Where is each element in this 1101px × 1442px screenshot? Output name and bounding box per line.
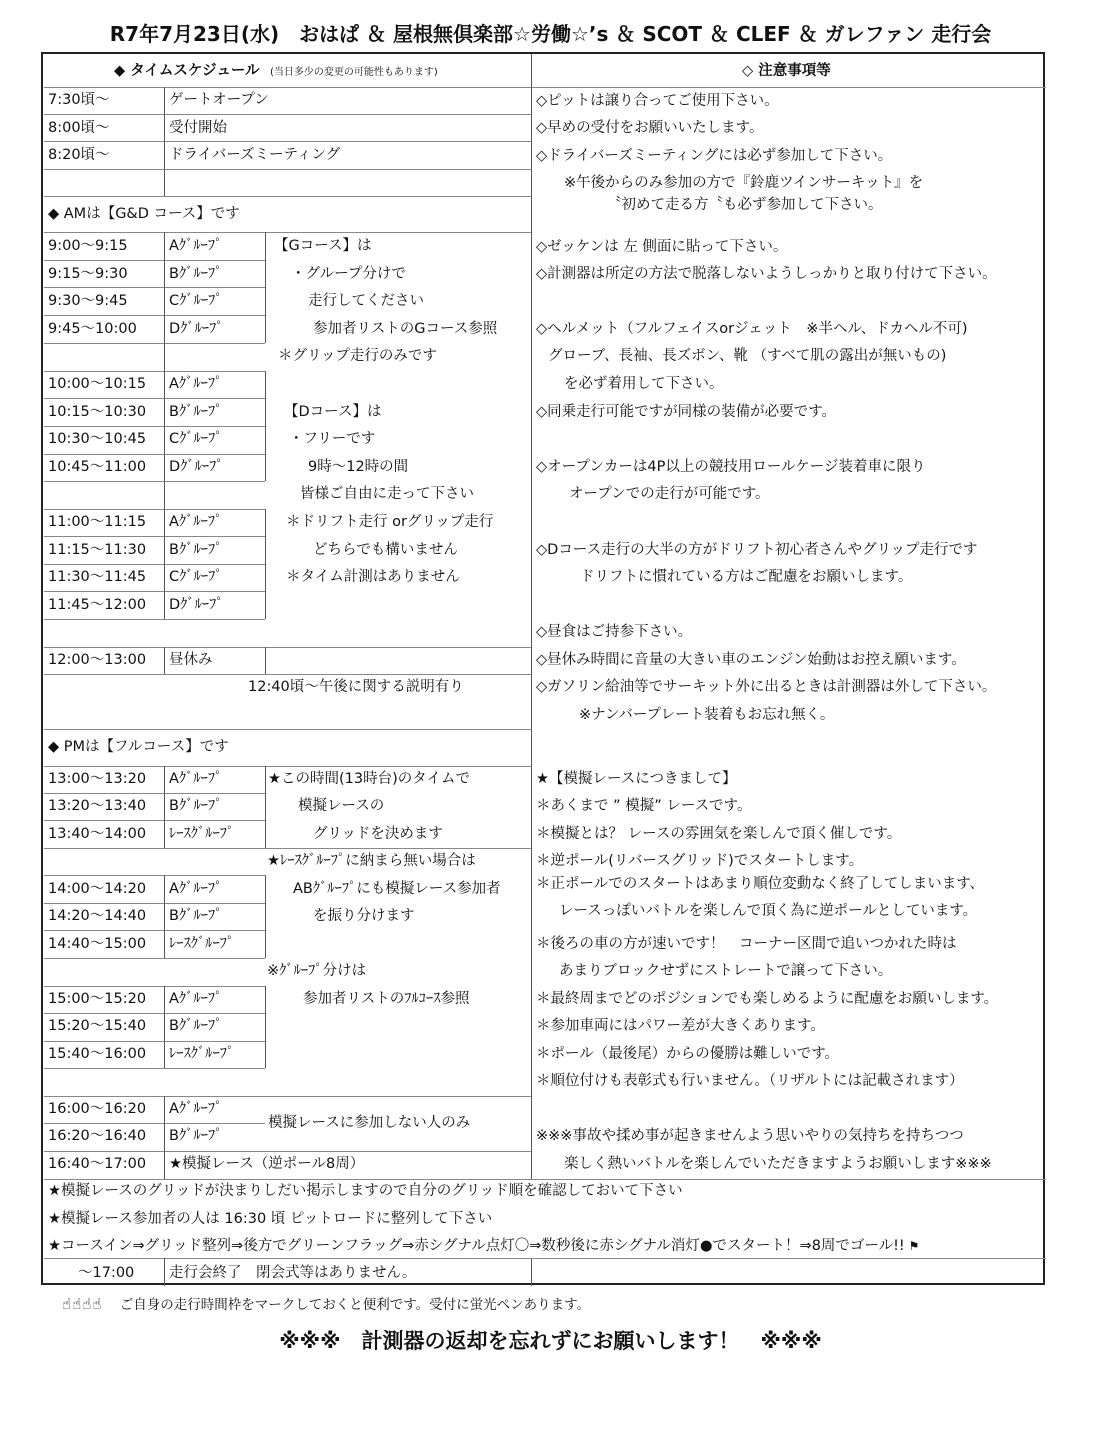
time-cell: 11:00～11:15 xyxy=(48,514,147,530)
group-cell: ﾚｰｽｸﾞﾙｰﾌﾟ xyxy=(169,826,235,842)
row-divider xyxy=(44,315,265,316)
row-divider xyxy=(44,141,531,142)
pm-course-note: ★この時間(13時台)のタイムで xyxy=(268,771,470,787)
notice-line: ＊模擬とは？ レースの雰囲気を楽しんで頂く催しです。 xyxy=(536,826,902,842)
group-cell: Cｸﾞﾙｰﾌﾟ xyxy=(169,293,223,309)
row-divider xyxy=(44,1151,531,1152)
notice-line: ◇ガソリン給油等でサーキット外に出るときは計測器は外して下さい。 xyxy=(536,679,997,695)
row-divider xyxy=(44,986,265,987)
pm-course-note: ★ﾚｰｽｸﾞﾙｰﾌﾟに納まら無い場合は xyxy=(267,853,476,869)
row-divider xyxy=(44,1123,265,1124)
row-divider xyxy=(44,1068,265,1069)
pointing-hand-icon: ☝☝☝☝ xyxy=(62,1295,103,1313)
schedule-header-note: (当日多少の変更の可能性もあります) xyxy=(270,67,438,78)
row-divider xyxy=(44,766,531,767)
notice-line: ◇昼食はご持参下さい。 xyxy=(536,624,693,640)
row-divider xyxy=(44,1179,1046,1180)
time-cell: 11:45～12:00 xyxy=(48,597,147,613)
notice-line: 楽しく熱いバトルを楽しんでいただきますようお願いします※※※ xyxy=(564,1156,992,1172)
g-course-note: 参加者リストのGコース参照 xyxy=(313,321,498,337)
notice-line: を必ず着用して下さい。 xyxy=(564,376,724,392)
row-divider xyxy=(44,848,531,849)
row-divider xyxy=(44,958,265,959)
column-divider xyxy=(531,1258,532,1286)
column-divider xyxy=(265,232,266,343)
d-course-note: ・フリーです xyxy=(289,431,376,447)
group-cell: ﾚｰｽｸﾞﾙｰﾌﾟ xyxy=(169,936,235,952)
pm-course-note: ABｸﾞﾙｰﾌﾟにも模擬レース参加者 xyxy=(293,881,501,897)
event-cell: 走行会終了 閉会式等はありません。 xyxy=(169,1265,417,1281)
notice-line: ＊順位付けも表彰式も行いません。（リザルトには記載されます） xyxy=(536,1073,964,1089)
notice-line: あまりブロックせずにストレートで譲って下さい。 xyxy=(559,963,893,979)
schedule-header: ◆ タイムスケジュール xyxy=(114,63,260,79)
notice-line: ◇同乗走行可能ですが同様の装備が必要です。 xyxy=(536,404,836,420)
time-cell: 10:30～10:45 xyxy=(48,431,147,447)
row-divider xyxy=(44,619,265,620)
group-cell: Bｸﾞﾙｰﾌﾟ xyxy=(169,266,223,282)
time-cell: 14:20～14:40 xyxy=(48,908,147,924)
row-divider xyxy=(44,371,265,372)
pm-course-note: 模擬レースの xyxy=(298,798,385,814)
row-divider xyxy=(44,509,265,510)
group-cell: Bｸﾞﾙｰﾌﾟ xyxy=(169,1018,223,1034)
am-heading: ◆ AMは【G&D コース】です xyxy=(48,206,240,222)
row-divider xyxy=(44,1258,1046,1259)
row-divider xyxy=(44,260,265,261)
column-divider xyxy=(265,509,266,619)
notice-line: ※午後からのみ参加の方で『鈴鹿ツインサーキット』を xyxy=(564,175,924,191)
row-divider xyxy=(44,287,265,288)
group-cell: Dｸﾞﾙｰﾌﾟ xyxy=(169,459,224,475)
time-cell: 12:00～13:00 xyxy=(48,652,147,668)
time-cell: 14:40～15:00 xyxy=(48,936,147,952)
notes-header: ◇ 注意事項等 xyxy=(742,63,831,79)
row-divider xyxy=(44,536,265,537)
d-course-note: 9時～12時の間 xyxy=(308,459,409,475)
notice-line: ＊正ポールでのスタートはあまり順位変動なく終了してしまいます、 xyxy=(536,876,985,892)
return-reminder: ※※※ 計測器の返却を忘れずにお願いします！ ※※※ xyxy=(279,1329,822,1353)
notice-line: ※※※事故や揉め事が起きませんよう思いやりの気持ちを持ちつつ xyxy=(536,1128,964,1144)
group-cell: Aｸﾞﾙｰﾌﾟ xyxy=(169,991,223,1007)
notice-line: ＊参加車両にはパワー差が大きくあります。 xyxy=(536,1018,825,1034)
notice-line: ★【模擬レースにつきまして】 xyxy=(536,771,737,787)
time-cell: 13:40～14:00 xyxy=(48,826,147,842)
column-divider xyxy=(265,647,266,674)
non-race-note: 模擬レースに参加しない人のみ xyxy=(268,1115,471,1131)
row-divider xyxy=(44,903,265,904)
column-divider xyxy=(265,875,266,958)
row-divider xyxy=(44,591,265,592)
row-divider xyxy=(44,674,531,675)
column-divider xyxy=(164,1258,165,1286)
column-divider xyxy=(531,54,532,1179)
column-divider xyxy=(164,875,165,958)
row-divider xyxy=(44,564,265,565)
notice-line: オープンでの走行が可能です。 xyxy=(569,486,770,502)
row-divider xyxy=(44,1013,265,1014)
notice-line: ◇オープンカーは4P以上の競技用ロールケージ装着車に限り xyxy=(536,459,926,475)
time-cell: 11:15～11:30 xyxy=(48,542,147,558)
row-divider xyxy=(44,729,531,730)
group-cell: Aｸﾞﾙｰﾌﾟ xyxy=(169,514,223,530)
group-cell: Aｸﾞﾙｰﾌﾟ xyxy=(169,238,223,254)
time-cell: 15:40～16:00 xyxy=(48,1046,147,1062)
time-cell: 16:40～17:00 xyxy=(48,1156,147,1172)
d-course-note: 【Dコース】は xyxy=(284,404,382,420)
group-cell: Aｸﾞﾙｰﾌﾟ xyxy=(169,881,223,897)
notice-line: ＊ポール（最後尾）からの優勝は難しいです。 xyxy=(536,1046,840,1062)
time-cell: 9:15～9:30 xyxy=(48,266,128,282)
column-divider xyxy=(164,87,165,196)
row-divider xyxy=(44,875,265,876)
notice-line: ＊最終周までどのポジションでも楽しめるように配慮をお願いします。 xyxy=(536,991,999,1007)
notice-line: ◇ピットは譲り合ってご使用下さい。 xyxy=(536,93,779,109)
pm-heading: ◆ PMは【フルコース】です xyxy=(48,739,229,755)
group-cell: Bｸﾞﾙｰﾌﾟ xyxy=(169,798,223,814)
notice-line: ＊あくまで ” 模擬” レースです。 xyxy=(536,798,752,814)
time-cell: 9:30～9:45 xyxy=(48,293,128,309)
row-divider xyxy=(44,232,531,233)
race-note: ★コースイン⇒グリッド整列⇒後方でグリーンフラッグ⇒赤シグナル点灯〇⇒数秒後に赤シグナル消灯●でスタート！⇒8周でゴール!! ⚑ xyxy=(48,1238,920,1254)
row-divider xyxy=(44,426,265,427)
group-cell: ﾚｰｽｸﾞﾙｰﾌﾟ xyxy=(169,1046,235,1062)
time-cell: 15:20～15:40 xyxy=(48,1018,147,1034)
g-course-note: 【Gコース】は xyxy=(274,238,372,254)
race-note: ★模擬レースのグリッドが決まりしだい掲示しますので自分のグリッド順を確認しておいて下さい xyxy=(48,1183,683,1199)
footnote xyxy=(62,1293,590,1313)
row-divider xyxy=(44,647,531,648)
g-course-note: ・グループ分けで xyxy=(291,266,406,282)
row-divider xyxy=(44,196,531,197)
d-course-note: ＊ドリフト走行 orグリップ走行 xyxy=(286,514,494,530)
notice-line: ◇ゼッケンは 左 側面に貼って下さい。 xyxy=(536,239,788,255)
time-cell: 16:00～16:20 xyxy=(48,1101,147,1117)
group-cell: Cｸﾞﾙｰﾌﾟ xyxy=(169,431,223,447)
d-course-note: どちらでも構いません xyxy=(313,542,458,558)
group-cell: Aｸﾞﾙｰﾌﾟ xyxy=(169,771,223,787)
group-cell: Cｸﾞﾙｰﾌﾟ xyxy=(169,569,223,585)
row-divider xyxy=(44,114,531,115)
time-cell: 11:30～11:45 xyxy=(48,569,147,585)
group-cell: Aｸﾞﾙｰﾌﾟ xyxy=(169,1101,223,1117)
page-title: R7年7月23日(水) おはぱ ＆ 屋根無倶楽部☆労働☆’s ＆ SCOT ＆ CLEF ＆ ガレファン 走行会 xyxy=(109,22,992,46)
time-cell: 16:20～16:40 xyxy=(48,1128,147,1144)
row-divider xyxy=(44,481,265,482)
row-divider xyxy=(44,343,265,344)
notice-line: ドリフトに慣れている方はご配慮をお願いします。 xyxy=(580,569,913,585)
notice-line: グローブ、長袖、長ズボン、靴 （すべて肌の露出が無いもの) xyxy=(548,348,947,364)
notice-line: ◇ヘルメット（フルフェイスorジェット ※半ヘル、ドカヘル不可) xyxy=(536,321,968,337)
race-note: ★模擬レース参加者の人は 16:30 頃 ピットロードに整列して下さい xyxy=(48,1211,493,1227)
column-divider xyxy=(164,232,165,619)
column-divider xyxy=(164,986,165,1068)
time-cell: 10:00～10:15 xyxy=(48,376,147,392)
notice-line: 〝初めて走る方〝も必ず参加して下さい。 xyxy=(607,197,883,213)
event-cell: ゲートオープン xyxy=(169,92,269,108)
column-divider xyxy=(265,766,266,848)
notice-line: レースっぽいバトルを楽しんで頂く為に逆ポールとしています。 xyxy=(559,903,978,919)
column-divider xyxy=(265,986,266,1068)
row-divider xyxy=(44,930,265,931)
row-divider xyxy=(44,793,265,794)
time-cell: 10:45～11:00 xyxy=(48,459,147,475)
time-cell: 7:30頃～ xyxy=(48,92,110,108)
pm-course-note: グリッドを決めます xyxy=(313,826,443,842)
time-cell: 8:20頃～ xyxy=(48,147,110,163)
lunch-note: 12:40頃～午後に関する説明有り xyxy=(248,679,464,695)
time-cell: 10:15～10:30 xyxy=(48,404,147,420)
event-cell: 昼休み xyxy=(169,652,213,668)
pm-course-note: を振り分けます xyxy=(313,908,415,924)
row-divider xyxy=(44,1096,531,1097)
column-divider xyxy=(164,647,165,674)
schedule-table xyxy=(41,52,1045,1285)
column-divider xyxy=(265,371,266,481)
row-divider xyxy=(44,454,265,455)
time-cell: 9:45～10:00 xyxy=(48,321,137,337)
time-cell: 13:20～13:40 xyxy=(48,798,147,814)
row-divider xyxy=(44,169,531,170)
group-cell: Dｸﾞﾙｰﾌﾟ xyxy=(169,597,224,613)
event-cell: ドライバーズミーティング xyxy=(169,147,341,163)
d-course-note: 皆様ご自由に走って下さい xyxy=(300,486,474,502)
time-cell: 15:00～15:20 xyxy=(48,991,147,1007)
pm-course-note: 参加者リストのﾌﾙｺｰｽ参照 xyxy=(303,991,470,1007)
d-course-note: ＊タイム計測はありません xyxy=(286,569,460,585)
group-cell: Aｸﾞﾙｰﾌﾟ xyxy=(169,376,223,392)
footnote-text: ご自身の走行時間枠をマークしておくと便利です。受付に蛍光ペンあります。 xyxy=(119,1297,591,1313)
notice-line: ＊後ろの車の方が速いです！ コーナー区間で追いつかれた時は xyxy=(536,936,957,952)
event-cell: 受付開始 xyxy=(169,120,227,136)
column-divider xyxy=(164,766,165,848)
column-divider xyxy=(164,1096,165,1179)
group-cell: Dｸﾞﾙｰﾌﾟ xyxy=(169,321,224,337)
notice-line: ◇計測器は所定の方法で脱落しないようしっかりと取り付けて下さい。 xyxy=(536,266,997,282)
notice-line: ※ナンバープレート装着もお忘れ無く。 xyxy=(579,707,835,723)
g-course-note: 走行してください xyxy=(308,293,424,309)
row-divider xyxy=(44,1041,265,1042)
row-divider xyxy=(44,87,1046,88)
notice-line: ＊逆ポール(リバースグリッド)でスタートします。 xyxy=(536,853,864,869)
notice-line: ◇ドライバーズミーティングには必ず参加して下さい。 xyxy=(536,148,893,164)
event-cell: ★模擬レース（逆ポール8周） xyxy=(169,1156,365,1172)
pm-course-note: ※ｸﾞﾙｰﾌﾟ分けは xyxy=(267,963,367,979)
row-divider xyxy=(44,398,265,399)
time-cell: 8:00頃～ xyxy=(48,120,110,136)
group-cell: Bｸﾞﾙｰﾌﾟ xyxy=(169,908,223,924)
checkered-flag-icon: ⚑ xyxy=(904,1239,920,1253)
notice-line: ◇Dコース走行の大半の方がドリフト初心者さんやグリップ走行です xyxy=(536,542,978,558)
notice-line: ◇昼休み時間に音量の大きい車のエンジン始動はお控え願います。 xyxy=(536,652,966,668)
group-cell: Bｸﾞﾙｰﾌﾟ xyxy=(169,542,223,558)
g-course-note: ＊グリップ走行のみです xyxy=(278,348,437,364)
time-cell: 14:00～14:20 xyxy=(48,881,147,897)
time-cell: 13:00～13:20 xyxy=(48,771,147,787)
group-cell: Bｸﾞﾙｰﾌﾟ xyxy=(169,404,223,420)
time-cell: ～17:00 xyxy=(78,1265,135,1281)
row-divider xyxy=(44,820,265,821)
group-cell: Bｸﾞﾙｰﾌﾟ xyxy=(169,1128,223,1144)
notice-line: ◇早めの受付をお願いいたします。 xyxy=(536,120,764,136)
time-cell: 9:00～9:15 xyxy=(48,238,128,254)
